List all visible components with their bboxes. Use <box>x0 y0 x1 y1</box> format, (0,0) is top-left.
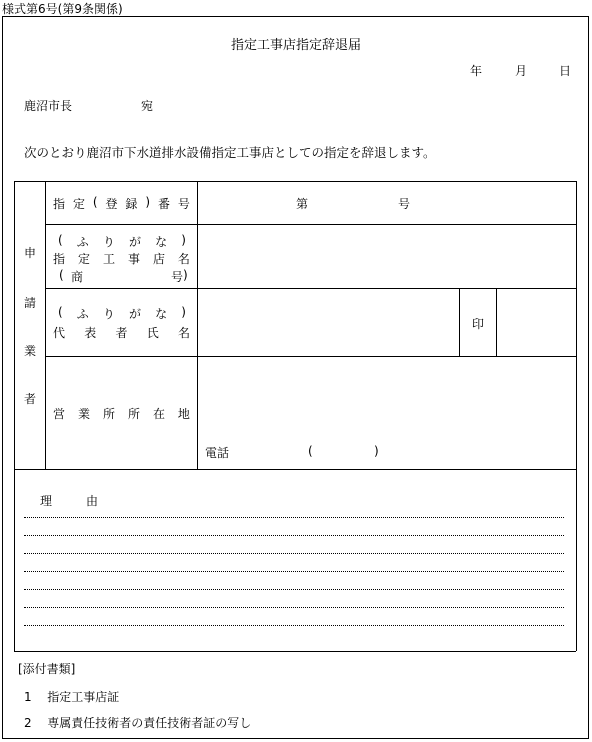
reason-label: 理 由 <box>40 494 99 508</box>
reg-number-prefix: 第 <box>296 197 309 211</box>
phone-label: 電話 <box>205 446 230 460</box>
addressee-honorific: 宛 <box>141 99 154 113</box>
reason-field[interactable] <box>16 510 574 648</box>
reason-line-1 <box>24 517 564 518</box>
seal-field[interactable] <box>498 290 574 354</box>
date-year: 年 <box>470 64 483 78</box>
addressee-name: 鹿沼市長 <box>24 99 73 113</box>
applicant-char-4: 者 <box>24 392 37 406</box>
rep-name-label: 代 表 者 氏 名 <box>53 326 190 340</box>
form-number: 様式第6号(第9条関係) <box>2 2 123 16</box>
attachment-number: 1 <box>24 690 32 704</box>
attachment-item-2 <box>24 714 251 731</box>
office-address-label: 営 業 所 所 在 地 <box>53 407 190 421</box>
attachment-text: 指定工事店証 <box>47 690 120 704</box>
attachment-number: 2 <box>24 716 32 730</box>
reason-line-6 <box>24 607 564 608</box>
shop-name-label: 指 定 工 事 店 名 <box>53 252 190 266</box>
seal-label: 印 <box>472 317 485 331</box>
attachments-heading: [添付書類] <box>18 662 76 676</box>
applicant-char-2: 請 <box>24 296 37 310</box>
shop-furigana-label: ( ふ り が な ) <box>58 233 186 249</box>
reason-line-7 <box>24 625 564 626</box>
attachment-text: 専属責任技術者の責任技術者証の写し <box>47 716 252 730</box>
shop-name-field[interactable] <box>199 226 574 286</box>
rep-name-field[interactable] <box>199 290 457 354</box>
reason-line-2 <box>24 535 564 536</box>
rep-furigana-label: ( ふ り が な ) <box>58 305 186 321</box>
date-month: 月 <box>515 64 528 78</box>
applicant-char-1: 申 <box>24 246 37 260</box>
phone-close-paren: ) <box>374 444 379 458</box>
reason-line-5 <box>24 589 564 590</box>
attachment-item-1 <box>24 688 119 705</box>
date-day: 日 <box>559 64 572 78</box>
statement: 次のとおり鹿沼市下水道排水設備指定工事店としての指定を辞退します。 <box>24 145 436 160</box>
form-title: 指定工事店指定辞退届 <box>230 38 361 53</box>
phone-field[interactable] <box>240 440 370 462</box>
reason-line-4 <box>24 571 564 572</box>
reg-number-suffix: 号 <box>398 197 411 211</box>
reg-number-label: 指 定 ( 登 録 ) 番 号 <box>53 195 190 211</box>
reg-number-field[interactable] <box>330 190 390 214</box>
reason-line-3 <box>24 553 564 554</box>
phone-open-paren: ( <box>308 444 313 458</box>
applicant-char-3: 業 <box>24 344 37 358</box>
office-address-field[interactable] <box>199 358 574 432</box>
